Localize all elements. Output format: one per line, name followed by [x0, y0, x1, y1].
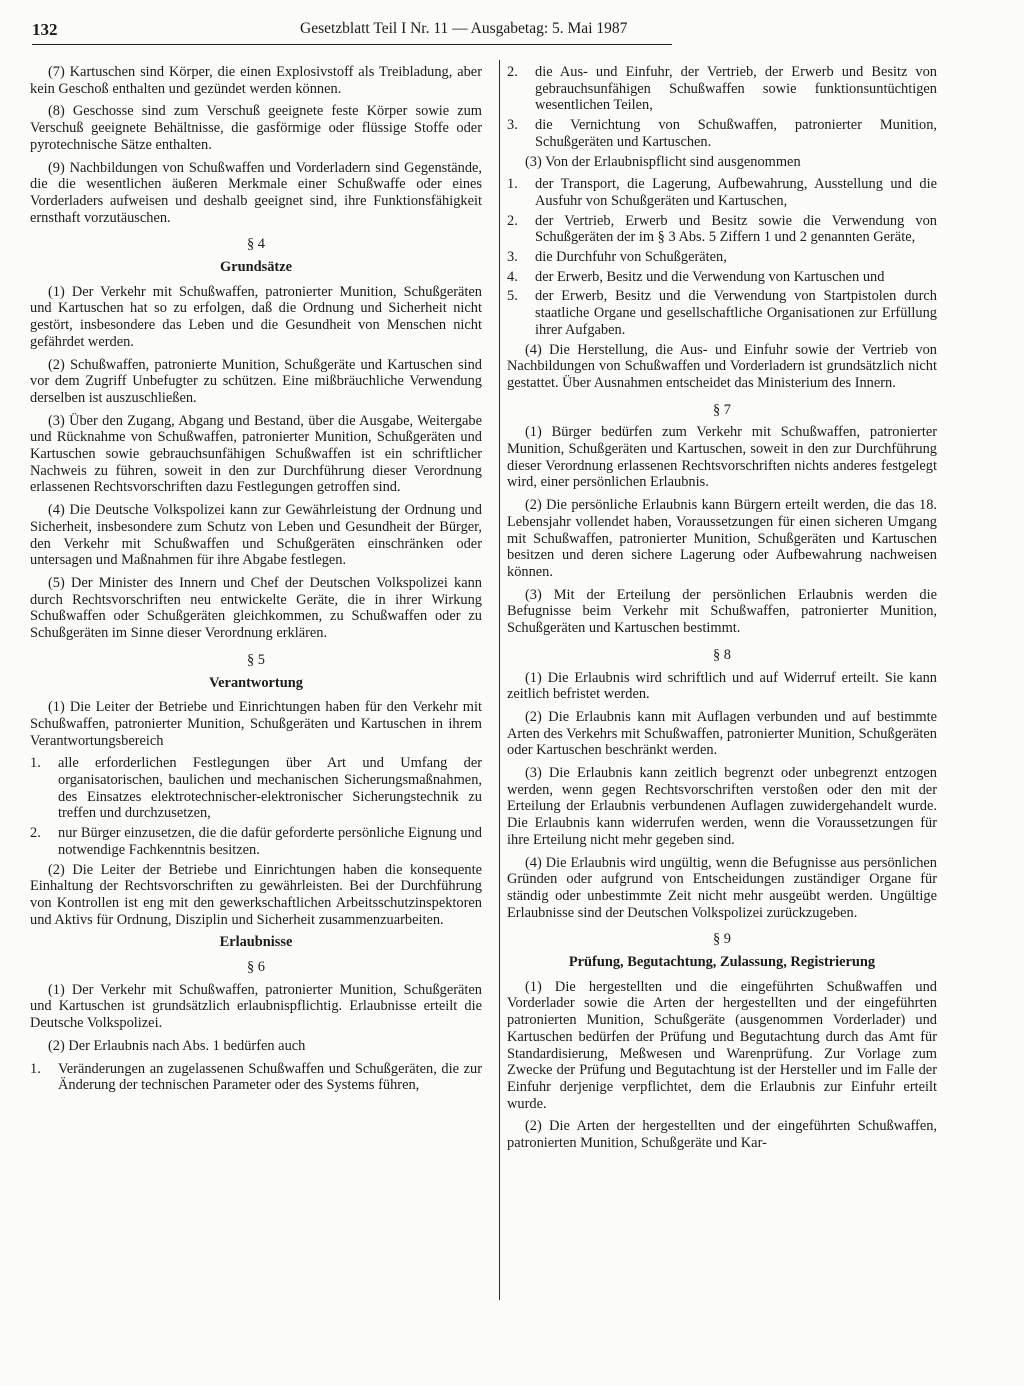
section-number: § 9 — [713, 931, 731, 948]
page-header — [32, 20, 672, 45]
column-divider — [499, 60, 500, 1300]
paragraph: (3) Von der Erlaubnispflicht sind ausgenommen — [525, 153, 801, 170]
paragraph: (3) Die Erlaubnis kann zeitlich begrenzt oder unbegrenzt entzogen werden, wenn gegen Rechtsvorschriften verstoßen oder den mit der Erteilung der Erlaubnis verbundenen Auflagen zuwidergehandelt wurde. Die Erlaubnis kann widerrufen werden, wenn die Voraussetzungen für ihre Erteilung nicht mehr gegeben sind. — [507, 765, 937, 848]
list-item-number: 3. — [507, 117, 518, 134]
section-number: § 5 — [247, 651, 265, 668]
list-item-text: der Erwerb, Besitz und die Verwendung von Kartuschen und — [535, 268, 885, 285]
list-item-number: 1. — [507, 176, 518, 193]
list-item-text: der Transport, die Lagerung, Aufbewahrung, Ausstellung und die Ausfuhr von Schußgeräten und Kartuschen, — [535, 176, 937, 209]
paragraph: (2) Die Leiter der Betriebe und Einrichtungen haben die konsequente Einhaltung der Rechtsvorschriften zu gewährleisten. Bei der Durchführung von Kontrollen ist eng mit den gewerkschaftlichen Arbeitsschutzinspektoren und Aktivs für Ordnung, Disziplin und Sicherheit zusammenzuarbeiten. — [30, 861, 482, 928]
paragraph: (1) Die Erlaubnis wird schriftlich und auf Widerruf erteilt. Sie kann zeitlich befristet werden. — [507, 669, 937, 703]
list-item — [507, 213, 937, 246]
list-item-number: 1. — [30, 755, 41, 772]
section-title: Grundsätze — [220, 259, 292, 276]
list-item — [30, 1061, 482, 1094]
paragraph: (2) Die Arten der hergestellten und der eingeführten Schußwaffen, patronierten Munition, Schußgeräte und Kar- — [507, 1118, 937, 1152]
list-item-number: 2. — [30, 825, 41, 842]
paragraph: (1) Die hergestellten und die eingeführten Schußwaffen und Vorderlader sowie die Arten der hergestellten und der eingeführten patronierten Munition, Schußgeräte (ausgenommen Vorderlader) und Kartuschen bedürfen der Prüfung und Begutachtung durch das Amt für Standardisierung, Meßwesen und Warenprüfung. Zur Vorlage zum Zwecke der Prüfung und Begutachtung ist der Hersteller und im Falle der Einfuhr derjenige verpflichtet, dem die Erlaubnis zur Einfuhr erteilt wurde. — [507, 978, 937, 1112]
page-number: 132 — [32, 20, 58, 39]
paragraph: (4) Die Herstellung, die Aus- und Einfuhr sowie der Vertrieb von Nachbildungen von Schußwaffen und Vorderladern ist grundsätzlich nicht gestattet. Über Ausnahmen entscheidet das Ministerium des Innern. — [507, 341, 937, 391]
paragraph: (2) Schußwaffen, patronierte Munition, Schußgeräte und Kartuschen sind vor dem Zugriff Unbefugter zu schützen. Eine mißbräuchliche Verwendung derselben ist auszuschließen. — [30, 356, 482, 406]
list-item — [507, 269, 937, 286]
right-column — [507, 64, 937, 1158]
paragraph: (5) Der Minister des Innern und Chef der Deutschen Volkspolizei kann durch Rechtsvorschriften neu entwickelte Geräte, die in ihrer Wirkung Schußwaffen oder Schußgeräten gleichkommen, zu Schußwaffen oder zu Schußgeräten im Sinne dieser Verordnung erklären. — [30, 574, 482, 642]
paragraph: (2) Die persönliche Erlaubnis kann Bürgern erteilt werden, die das 18. Lebensjahr vollendet haben, Voraussetzungen für einen sicheren Umgang mit Schußwaffen, patronierter Munition, Schußgeräten und Kartuschen besitzen und deren sichere Lagerung oder Aufbewahrung nachweisen können. — [507, 497, 937, 580]
list-item — [507, 288, 937, 338]
list-item-number: 3. — [507, 249, 518, 266]
list-item-number: 4. — [507, 268, 518, 285]
section-number: § 8 — [713, 646, 731, 663]
list-item-text: alle erforderlichen Festlegungen über Art und Umfang der organisatorischen, baulichen und mechanischen Sicherungsmaßnahmen, des Einsatzes elektrotechnischer-elektronischer Sicherungstechnik zu treffen und durchzusetzen, — [58, 755, 482, 822]
list-item — [507, 117, 937, 150]
paragraph: (3) Über den Zugang, Abgang und Bestand, über die Ausgabe, Weitergabe und Rücknahme von Schußwaffen, patronierter Munition, Schußgeräten und Kartuschen sowie gebrauchsunfähigen Schußwaffen ist ein schriftlicher Nachweis zu führen, soweit in den zur Durchführung dieser Verordnung erlassenen Rechtsvorschriften dazu Festlegungen getroffen sind. — [30, 412, 482, 496]
section-number: § 7 — [713, 401, 731, 418]
list-item — [507, 176, 937, 209]
paragraph: (2) Die Erlaubnis kann mit Auflagen verbunden und auf bestimmte Arten des Verkehrs mit Schußwaffen, patronierter Munition, Schußgeräten oder Kartuschen beschränkt werden. — [507, 708, 937, 759]
list-item-text: nur Bürger einzusetzen, die die dafür geforderte persönliche Eignung und notwendige Fachkenntnis besitzen. — [58, 825, 482, 858]
list-item-number: 2. — [507, 64, 518, 80]
paragraph: (4) Die Deutsche Volkspolizei kann zur Gewährleistung der Ordnung und Sicherheit, insbesondere zum Schutz von Leben und Gesundheit der Bürger, den Verkehr mit Schußwaffen und Schußgeräten einschränken oder untersagen und Maßnahmen für ihre Abgabe festlegen. — [30, 502, 482, 569]
paragraph: (1) Die Leiter der Betriebe und Einrichtungen haben für den Verkehr mit Schußwaffen, patronierter Munition, Schußgeräten und Kartuschen in ihrem Verantwortungsbereich — [30, 699, 482, 749]
paragraph: (2) Der Erlaubnis nach Abs. 1 bedürfen auch — [48, 1037, 306, 1054]
section-title: Verantwortung — [209, 674, 303, 691]
section-number: § 6 — [247, 959, 265, 976]
list-item-text: die Durchfuhr von Schußgeräten, — [535, 249, 727, 266]
list-item-text: der Vertrieb, Erwerb und Besitz sowie die Verwendung von Schußgeräten der im § 3 Abs. 5 Ziffern 1 und 2 genannten Geräte, — [535, 212, 937, 246]
list-item-text: die Vernichtung von Schußwaffen, patronierter Munition, Schußgeräten und Kartuschen. — [535, 117, 937, 150]
paragraph: (8) Geschosse sind zum Verschuß geeignete feste Körper sowie zum Verschuß geeignete Behältnisse, die gasförmige oder flüssige Stoffe oder pyrotechnische Sätze enthalten. — [30, 103, 482, 153]
list-item-number: 1. — [30, 1060, 41, 1077]
list-item-number: 2. — [507, 212, 518, 229]
section-number: § 4 — [247, 236, 265, 253]
list-item-text: die Aus- und Einfuhr, der Vertrieb, der Erwerb und Besitz von gebrauchsunfähigen Schußwaffen sowie funktionsuntüchtigen wesentlichen Teilen, — [535, 64, 937, 114]
paragraph: (1) Bürger bedürfen zum Verkehr mit Schußwaffen, patronierter Munition, Schußgeräten und Kartuschen, soweit in den zur Durchführung dieser Verordnung erlassenen Rechtsvorschriften nichts anderes festgelegt wird, einer persönlichen Erlaubnis. — [507, 424, 937, 491]
list-item-text: der Erwerb, Besitz und die Verwendung von Startpistolen durch staatliche Organe und gesellschaftliche Organisationen zur Erfüllung ihrer Aufgaben. — [535, 288, 937, 338]
list-item-number: 5. — [507, 288, 518, 305]
paragraph: (4) Die Erlaubnis wird ungültig, wenn die Befugnisse aus persönlichen Gründen oder aufgrund von Entscheidungen zuständiger Organe für ständig oder unbestimmte Zeit nicht mehr ausgeübt werden. Ungültige Erlaubnisse sind der Deutschen Volkspolizei zurückzugeben. — [507, 854, 937, 921]
running-head: Gesetzblatt Teil I Nr. 11 — Ausgabetag: 5. Mai 1987 — [300, 20, 628, 37]
paragraph: (9) Nachbildungen von Schußwaffen und Vorderladern sind Gegenstände, die die wesentlichen äußeren Merkmale einer Schußwaffe oder eines Vorderladers aufweisen und deshalb geeignet sind, ihre Funktionsfähigkeit ernsthaft vorzutäuschen. — [30, 159, 482, 226]
list-item — [507, 64, 937, 114]
paragraph: (1) Der Verkehr mit Schußwaffen, patronierter Munition, Schußgeräten und Kartuschen hat so zu erfolgen, daß die Ordnung und Sicherheit nicht gestört, insbesondere das Leben und die Gesundheit von Menschen nicht gefährdet werden. — [30, 283, 482, 350]
list-item — [30, 755, 482, 822]
list-item — [30, 825, 482, 858]
paragraph: (3) Mit der Erteilung der persönlichen Erlaubnis werden die Befugnisse beim Verkehr mit Schußwaffen, patronierter Munition, Schußgeräten und Kartuschen bestimmt. — [507, 586, 937, 637]
list-item-text: Veränderungen an zugelassenen Schußwaffen und Schußgeräten, die zur Änderung der technischen Parameter oder des Systems führen, — [58, 1060, 482, 1094]
chapter-title: Erlaubnisse — [219, 934, 293, 951]
section-title: Prüfung, Begutachtung, Zulassung, Registrierung — [568, 954, 876, 971]
left-column — [30, 64, 482, 1097]
paragraph: (1) Der Verkehr mit Schußwaffen, patronierter Munition, Schußgeräten und Kartuschen ist grundsätzlich erlaubnispflichtig. Erlaubnisse erteilt die Deutsche Volkspolizei. — [30, 981, 482, 1032]
list-item — [507, 249, 937, 266]
paragraph: (7) Kartuschen sind Körper, die einen Explosivstoff als Treibladung, aber kein Geschoß enthalten und gezündet werden können. — [30, 64, 482, 97]
